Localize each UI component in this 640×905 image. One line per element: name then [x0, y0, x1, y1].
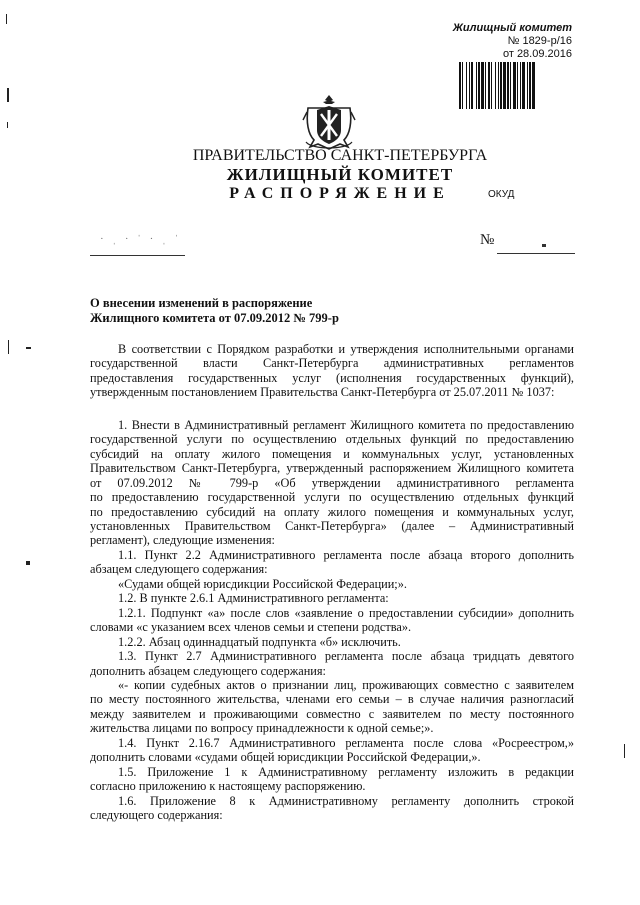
- okud-label: ОКУД: [488, 189, 515, 200]
- item-1-5-line: согласно приложению к настоящему распоряжению.: [90, 779, 366, 794]
- item-1-1-line: 1.1. Пункт 2.2 Административного регламента после абзаца второго дополнить: [118, 547, 574, 562]
- barcode-bar: [522, 62, 525, 109]
- barcode-bar: [532, 62, 535, 109]
- item-1-line: установленных Правительством Санкт-Петербурга» (далее – Административный: [90, 518, 574, 533]
- barcode-bar: [459, 62, 461, 109]
- barcode-bar: [513, 62, 516, 109]
- barcode-bar: [503, 62, 506, 109]
- scan-mark: [7, 122, 8, 128]
- stamp-number: № 1829-р/16: [507, 35, 572, 47]
- barcode-bar: [471, 62, 473, 109]
- item-1-1-text: «Судами общей юрисдикции Российской Федерации;».: [118, 576, 407, 591]
- barcode-bar: [520, 62, 521, 109]
- item-1-6-line: 1.6. Приложение 8 к Административному регламенту дополнить строкой: [118, 793, 574, 808]
- item-1-line: субсидий на оплату жилого помещения и коммунальных услуг, установленных: [90, 446, 574, 461]
- item-1-2-line: 1.2. В пункте 2.6.1 Административного регламента:: [118, 591, 389, 606]
- scan-mark: [8, 340, 9, 354]
- item-1-line: по предоставлению государственной услуги по осуществлению отдельных функций: [90, 490, 574, 505]
- preamble-line: утвержденным постановлением Правительства Санкт-Петербурга от 25.07.2011 № 1037:: [90, 385, 555, 400]
- item-1-3-text: жительства лицами по вопросу принадлежности к одной семье;».: [90, 721, 434, 736]
- stamp-organization: Жилищный комитет: [452, 22, 572, 34]
- item-1-2-1-line: 1.2.1. Подпункт «а» после слов «заявление о предоставлении субсидии» дополнить: [118, 605, 574, 620]
- item-1-3-text: по месту постоянного жительства, членами его семьи – в случае наличия разногласий: [90, 692, 574, 707]
- number-mark: [542, 244, 546, 247]
- item-1-3-line: дополнить абзацем следующего содержания:: [90, 663, 326, 678]
- barcode-bar: [495, 62, 496, 109]
- barcode-bar: [498, 62, 499, 109]
- item-1-line: государственной услуги по осуществлению отдельных функций по предоставлению: [90, 432, 574, 447]
- item-1-4-line: дополнить словами «судами общей юрисдикции Российской Федерации,».: [90, 750, 481, 765]
- item-1-4-line: 1.4. Пункт 2.16.7 Административного регламента после слова «Росреестром,»: [118, 735, 574, 750]
- number-line: [497, 253, 575, 254]
- scan-mark: [26, 561, 30, 565]
- barcode-bar: [481, 62, 484, 109]
- barcode-bar: [485, 62, 486, 109]
- item-1-6-line: следующего содержания:: [90, 808, 223, 823]
- preamble-line: предоставления государственных услуг (исполнения государственных функций),: [90, 370, 574, 385]
- barcode-bar: [488, 62, 490, 109]
- barcode-bar: [527, 62, 528, 109]
- number-label: №: [480, 232, 495, 248]
- document-type: РАСПОРЯЖЕНИЕ: [229, 185, 451, 202]
- barcode-bar: [478, 62, 480, 109]
- item-1-line: по предоставлению субсидий на оплату жилого помещения и коммунальных услуг,: [90, 504, 574, 519]
- barcode-bar: [469, 62, 470, 109]
- stamp-date: от 28.09.2016: [502, 48, 572, 60]
- registration-stamp: [446, 22, 572, 61]
- document-subject: [90, 296, 339, 326]
- item-1-3-line: 1.3. Пункт 2.7 Административного регламента после абзаца тридцать девятого: [118, 649, 574, 664]
- coat-of-arms-emblem: [302, 92, 356, 152]
- barcode-bar: [466, 62, 467, 109]
- document-body: [90, 342, 574, 823]
- item-1-2-2-line: 1.2.2. Абзац одиннадцатый подпункта «б» исключить.: [118, 634, 401, 649]
- barcode-bar: [510, 62, 511, 109]
- barcode-bar: [491, 62, 492, 109]
- scan-mark: [7, 88, 9, 102]
- scan-mark: [6, 14, 7, 24]
- date-line: [90, 255, 185, 256]
- committee-title: ЖИЛИЩНЫЙ КОМИТЕТ: [226, 165, 454, 184]
- item-1-3-text: между заявителем и проживающими совместно с заявителем по месту постоянного: [90, 706, 574, 721]
- barcode-bar: [529, 62, 531, 109]
- item-1-3-text: «- копии судебных актов о признании лиц, проживающих совместно с заявителем: [118, 677, 574, 692]
- item-1-line: 1. Внести в Административный регламент Жилищного комитета по предоставлению: [118, 417, 574, 432]
- preamble-line: В соответствии с Порядком разработки и утверждения исполнительными органами: [118, 342, 574, 356]
- item-1-line: от 07.09.2012 № 799-р «Об утверждении административного регламента: [90, 475, 574, 490]
- scan-mark: [26, 347, 31, 349]
- item-1-line: Правительством Санкт-Петербурга, утвержденный распоряжением Жилищного комитета: [90, 461, 574, 476]
- subject-line: Жилищного комитета от 07.09.2012 № 799-р: [90, 311, 339, 325]
- subject-line: О внесении изменений в распоряжение: [90, 296, 313, 310]
- date-handwriting: · ˌ · ˈ · ˌ ˈ: [100, 233, 182, 245]
- preamble-line: государственной власти Санкт-Петербурга административных регламентов: [90, 356, 574, 371]
- government-title: ПРАВИТЕЛЬСТВО САНКТ-ПЕТЕРБУРГА: [192, 147, 488, 164]
- barcode-bar: [476, 62, 477, 109]
- barcode-bar: [517, 62, 518, 109]
- item-1-line: регламент), следующие изменения:: [90, 533, 275, 548]
- item-1-1-line: абзацем следующего содержания:: [90, 562, 268, 577]
- barcode-bar: [462, 62, 463, 109]
- barcode-bar: [500, 62, 502, 109]
- barcode-bar: [507, 62, 509, 109]
- item-1-2-1-line: словами «с указанием всех членов семьи и степени родства».: [90, 620, 412, 635]
- item-1-5-line: 1.5. Приложение 1 к Административному регламенту изложить в редакции: [118, 764, 574, 779]
- scan-mark: [624, 744, 625, 758]
- barcode: [459, 62, 571, 109]
